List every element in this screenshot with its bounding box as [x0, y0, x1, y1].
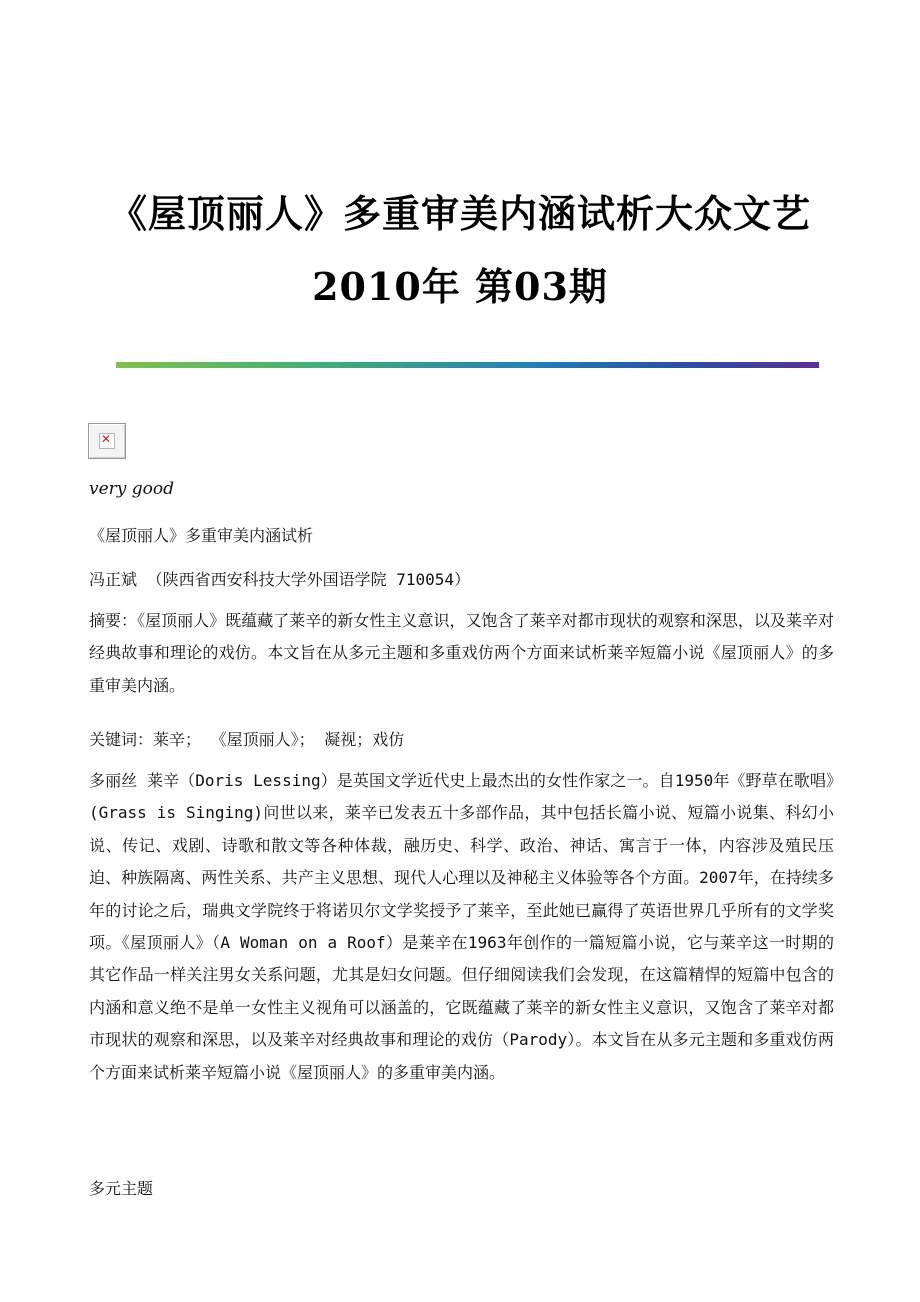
document-title: 《屋顶丽人》多重审美内涵试析大众文艺 [108, 191, 811, 236]
section-heading: 多元主题 [89, 1179, 154, 1198]
note-text: very good [89, 479, 175, 499]
author-line: 冯正斌 （陕西省西安科技大学外国语学院 710054） [89, 570, 471, 589]
gradient-divider [116, 362, 819, 368]
abstract-paragraph: 摘要：《屋顶丽人》既蕴藏了莱辛的新女性主义意识，又饱含了莱辛对都市现状的观察和深思，以及莱辛对经典故事和理论的戏仿。本文旨在从多元主题和多重戏仿两个方面来试析莱辛短篇小说《屋顶丽人》的多重审美内涵。 [89, 611, 834, 695]
intro-paragraph: 多丽丝 莱辛（Doris Lessing）是英国文学近代史上最杰出的女性作家之一。自1950年《野草在歌唱》(Grass is Singing)问世以来，莱辛已发表五十多部作品，其中包括长篇小说、短篇小说集、科幻小说、传记、戏剧、诗歌和散文等各种体裁，融历史、科学、政治、神话、寓言于一体，内容涉及殖民压迫、种族隔离、两性关系、共产主义思想、现代人心理以及神秘主义体验等各个方面。2007年，在持续多年的讨论之后，瑞典文学院终于将诺贝尔文学奖授予了莱辛，至此她已赢得了英语世界几乎所有的文学奖项。《屋顶丽人》（A Woman on a Roof）是莱辛在1963年创作的一篇短篇小说，它与莱辛这一时期的其它作品一样关注男女关系问题，尤其是妇女问题。但仔细阅读我们会发现，在这篇精悍的短篇中包含的内涵和意义绝不是单一女性主义视角可以涵盖的，它既蕴藏了莱辛的新女性主义意识，又饱含了莱辛对都市现状的观察和深思，以及莱辛对经典故事和理论的戏仿（Parody）。本文旨在从多元主题和多重戏仿两个方面来试析莱辛短篇小说《屋顶丽人》的多重审美内涵。 [89, 771, 834, 1082]
keywords-line: 关键词：莱辛； 《屋顶丽人》； 凝视；戏仿 [89, 730, 405, 749]
broken-image-x-icon [99, 433, 115, 449]
broken-image-icon [88, 423, 126, 459]
document-issue: 2010年 第03期 [312, 264, 608, 309]
article-title: 《屋顶丽人》多重审美内涵试析 [89, 526, 314, 545]
